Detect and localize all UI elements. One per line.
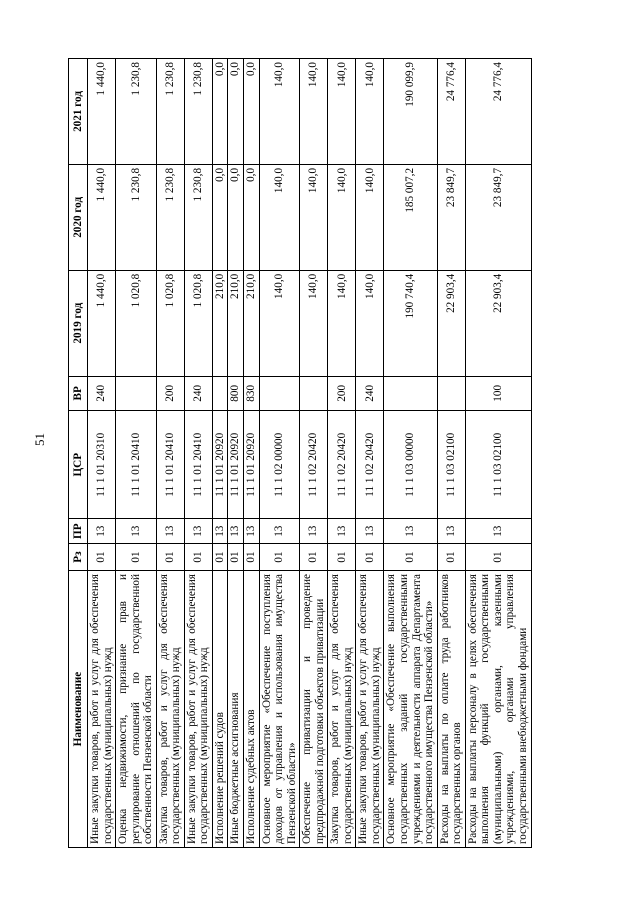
row-2020: 23 849,7 (465, 164, 531, 270)
row-rz: 01 (88, 543, 116, 570)
row-vr (116, 376, 157, 410)
header-2019: 2019 год (69, 270, 88, 376)
row-2019: 1 020,8 (184, 270, 212, 376)
row-2019: 210,0 (244, 270, 260, 376)
row-csr: 11 1 01 20920 (228, 411, 244, 519)
row-2019: 210,0 (212, 270, 228, 376)
header-pr: ПР (69, 519, 88, 544)
row-2021: 140,0 (259, 59, 300, 165)
row-2021: 24 776,4 (437, 59, 465, 165)
row-vr (300, 376, 328, 410)
row-vr: 240 (184, 376, 212, 410)
row-2021: 0,0 (212, 59, 228, 165)
rotated-table-container (68, 58, 532, 848)
row-rz: 01 (244, 543, 260, 570)
row-csr: 11 1 02 00000 (259, 411, 300, 519)
row-2019: 1 440,0 (88, 270, 116, 376)
row-2020: 23 849,7 (437, 164, 465, 270)
row-rz: 01 (465, 543, 531, 570)
table-row (244, 59, 260, 848)
row-rz: 01 (356, 543, 384, 570)
row-pr: 13 (116, 519, 157, 544)
row-rz: 01 (328, 543, 356, 570)
row-2020: 1 230,8 (184, 164, 212, 270)
row-2020: 1 230,8 (156, 164, 184, 270)
row-pr: 13 (259, 519, 300, 544)
header-2021: 2021 год (69, 59, 88, 165)
table-row (212, 59, 228, 848)
header-2020: 2020 год (69, 164, 88, 270)
row-2021: 140,0 (356, 59, 384, 165)
row-vr (259, 376, 300, 410)
row-2021: 1 230,8 (116, 59, 157, 165)
row-name: Иные закупки товаров, работ и услуг для обеспечения государственных (муниципальных) нужд (88, 571, 116, 848)
row-2019: 140,0 (356, 270, 384, 376)
row-name: Оценка недвижимости, признание прав и регулирование отношений по государственной собственности Пензенской области (116, 571, 157, 848)
row-2021: 190 099,9 (384, 59, 437, 165)
row-pr: 13 (228, 519, 244, 544)
row-csr: 11 1 02 20420 (356, 411, 384, 519)
row-pr: 13 (384, 519, 437, 544)
table-row (437, 59, 465, 848)
row-vr: 200 (156, 376, 184, 410)
header-csr: ЦСР (69, 411, 88, 519)
row-2021: 24 776,4 (465, 59, 531, 165)
row-name: Иные закупки товаров, работ и услуг для обеспечения государственных (муниципальных) нужд (356, 571, 384, 848)
row-2021: 1 230,8 (184, 59, 212, 165)
row-pr: 13 (156, 519, 184, 544)
row-2021: 140,0 (300, 59, 328, 165)
row-2019: 210,0 (228, 270, 244, 376)
row-2019: 140,0 (300, 270, 328, 376)
row-2019: 1 020,8 (156, 270, 184, 376)
row-name: Основное мероприятие «Обеспечение выполнения государственных заданий государственными учреждениями и деятельности аппарата Департамента государственного имущества Пензенской области» (384, 571, 437, 848)
row-2020: 185 007,2 (384, 164, 437, 270)
table-row (300, 59, 328, 848)
table-row (465, 59, 531, 848)
row-2020: 0,0 (228, 164, 244, 270)
row-csr: 11 1 01 20410 (116, 411, 157, 519)
row-csr: 11 1 02 20420 (300, 411, 328, 519)
row-2020: 140,0 (259, 164, 300, 270)
row-csr: 11 1 01 20410 (184, 411, 212, 519)
row-2019: 140,0 (259, 270, 300, 376)
table-row (228, 59, 244, 848)
row-vr: 240 (356, 376, 384, 410)
row-csr: 11 1 01 20920 (212, 411, 228, 519)
row-2020: 140,0 (356, 164, 384, 270)
row-pr: 13 (328, 519, 356, 544)
row-vr: 240 (88, 376, 116, 410)
row-name: Расходы на выплаты по оплате труда работников государственных органов (437, 571, 465, 848)
row-pr: 13 (356, 519, 384, 544)
row-rz: 01 (184, 543, 212, 570)
row-pr: 13 (212, 519, 228, 544)
row-rz: 01 (300, 543, 328, 570)
row-vr: 800 (228, 376, 244, 410)
row-2019: 22 903,4 (465, 270, 531, 376)
row-pr: 13 (184, 519, 212, 544)
row-name: Основное мероприятие «Обеспечение поступления доходов от управления и использования имущества Пензенской области» (259, 571, 300, 848)
header-rz: Рз (69, 543, 88, 570)
row-vr (437, 376, 465, 410)
row-2019: 140,0 (328, 270, 356, 376)
row-rz: 01 (228, 543, 244, 570)
row-name: Закупка товаров, работ и услуг для обеспечения государственных (муниципальных) нужд (328, 571, 356, 848)
row-rz: 01 (259, 543, 300, 570)
row-csr: 11 1 01 20310 (88, 411, 116, 519)
row-2020: 140,0 (328, 164, 356, 270)
table-row (328, 59, 356, 848)
row-vr (212, 376, 228, 410)
row-vr: 200 (328, 376, 356, 410)
row-vr: 100 (465, 376, 531, 410)
table-row (156, 59, 184, 848)
row-2020: 1 440,0 (88, 164, 116, 270)
row-csr: 11 1 03 02100 (465, 411, 531, 519)
row-rz: 01 (116, 543, 157, 570)
table-header-row (69, 59, 88, 848)
header-vr: ВР (69, 376, 88, 410)
header-name: Наименование (69, 571, 88, 848)
row-2019: 1 020,8 (116, 270, 157, 376)
row-csr: 11 1 01 20410 (156, 411, 184, 519)
row-2020: 140,0 (300, 164, 328, 270)
row-csr: 11 1 03 00000 (384, 411, 437, 519)
row-name: Обеспечение приватизации и проведение предпродажной подготовки объектов приватизации (300, 571, 328, 848)
table-row (259, 59, 300, 848)
row-pr: 13 (244, 519, 260, 544)
row-name: Расходы на выплаты персоналу в целях обеспечения выполнения функций государственными (муниципальными) органами, казенными учреждениями, органами управления государственными внебюджетными фондами (465, 571, 531, 848)
row-2020: 0,0 (244, 164, 260, 270)
table-row (356, 59, 384, 848)
page-number: 51 (32, 433, 47, 446)
row-2021: 0,0 (244, 59, 260, 165)
row-pr: 13 (300, 519, 328, 544)
row-rz: 01 (384, 543, 437, 570)
row-2020: 0,0 (212, 164, 228, 270)
row-name: Иные бюджетные ассигнования (228, 571, 244, 848)
row-name: Исполнение судебных актов (244, 571, 260, 848)
row-2019: 22 903,4 (437, 270, 465, 376)
table-row (184, 59, 212, 848)
row-name: Иные закупки товаров, работ и услуг для обеспечения государственных (муниципальных) нужд (184, 571, 212, 848)
row-rz: 01 (156, 543, 184, 570)
row-2020: 1 230,8 (116, 164, 157, 270)
row-2021: 0,0 (228, 59, 244, 165)
table-row (384, 59, 437, 848)
row-vr (384, 376, 437, 410)
table-row (116, 59, 157, 848)
row-2019: 190 740,4 (384, 270, 437, 376)
row-csr: 11 1 03 02100 (437, 411, 465, 519)
budget-table (68, 58, 532, 848)
row-pr: 13 (465, 519, 531, 544)
row-csr: 11 1 01 20920 (244, 411, 260, 519)
row-vr: 830 (244, 376, 260, 410)
row-csr: 11 1 02 20420 (328, 411, 356, 519)
row-2021: 1 440,0 (88, 59, 116, 165)
row-2021: 1 230,8 (156, 59, 184, 165)
row-rz: 01 (212, 543, 228, 570)
row-2021: 140,0 (328, 59, 356, 165)
row-pr: 13 (88, 519, 116, 544)
row-name: Исполнение решений судов (212, 571, 228, 848)
row-name: Закупка товаров, работ и услуг для обеспечения государственных (муниципальных) нужд (156, 571, 184, 848)
row-pr: 13 (437, 519, 465, 544)
table-row (88, 59, 116, 848)
row-rz: 01 (437, 543, 465, 570)
